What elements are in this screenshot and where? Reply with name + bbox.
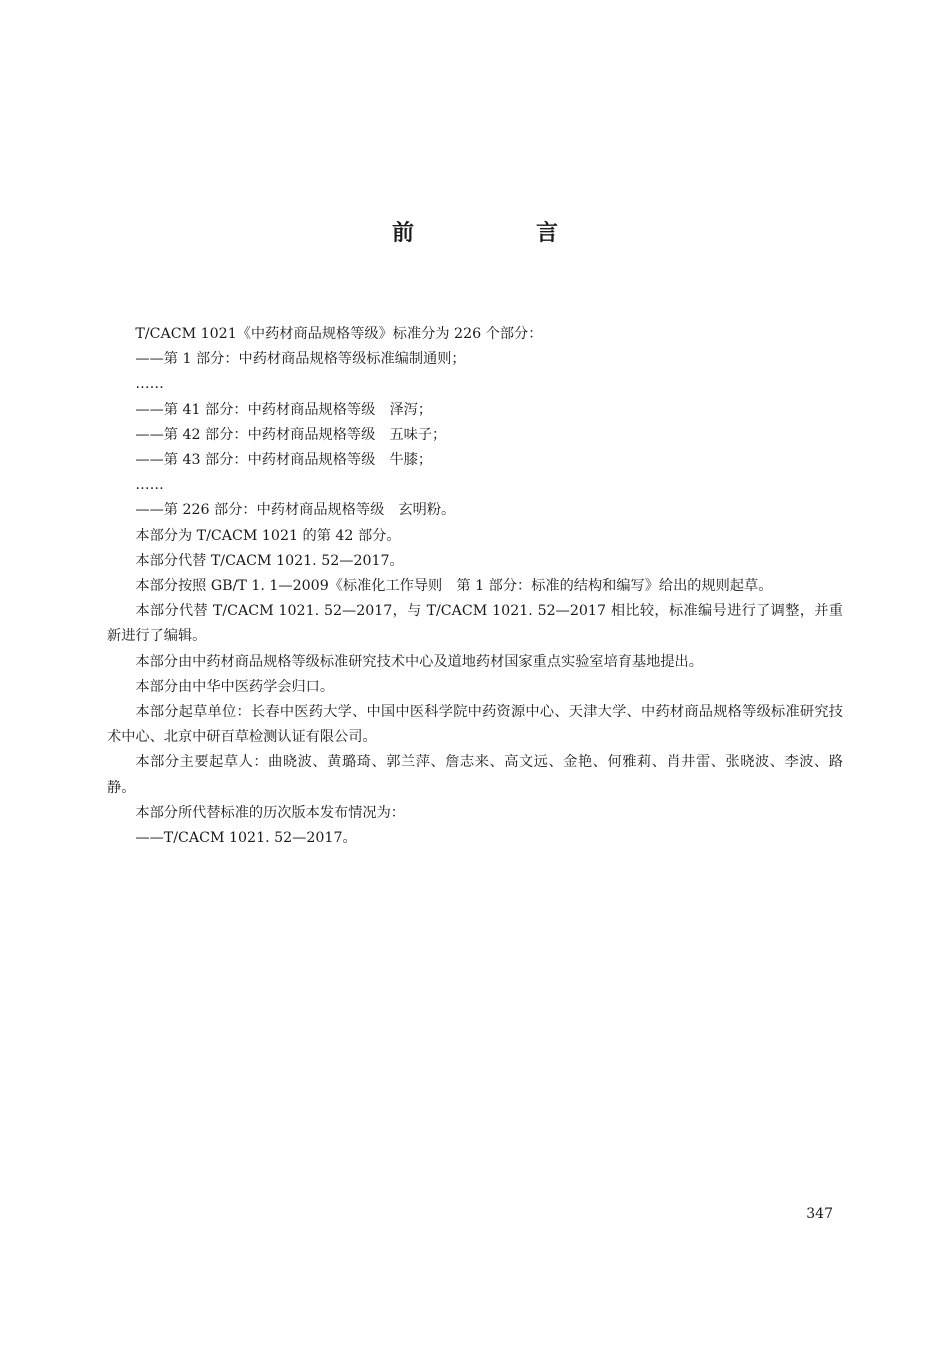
- paragraph-part-number: 本部分为 T/CACM 1021 的第 42 部分。: [135, 527, 401, 544]
- paragraph-drafting-units: 本部分起草单位：长春中医药大学、中国中医科学院中药资源中心、天津大学、中药材商品规格等级标准研究技术中心、北京中研百草检测认证有限公司。: [107, 704, 843, 746]
- list-item-part-43: ——第 43 部分：中药材商品规格等级 牛膝；: [135, 452, 433, 469]
- paragraph-centralized-by: 本部分由中华中医药学会归口。: [135, 678, 335, 695]
- list-item-part-226: ——第 226 部分：中药材商品规格等级 玄明粉。: [135, 502, 456, 519]
- paragraph-replaces: 本部分代替 T/CACM 1021. 52—2017。: [135, 552, 404, 569]
- page-number: 347: [806, 1206, 833, 1222]
- list-item-history: ——T/CACM 1021. 52—2017。: [135, 830, 357, 847]
- ellipsis-2: ……: [135, 477, 164, 494]
- paragraph-drafting-rules: 本部分按照 GB/T 1. 1—2009《标准化工作导则 第 1 部分：标准的结构和编写》给出的规则起草。: [135, 578, 773, 595]
- paragraph-proposed-by: 本部分由中药材商品规格等级标准研究技术中心及道地药材国家重点实验室培育基地提出。: [135, 653, 703, 670]
- paragraph-history-intro: 本部分所代替标准的历次版本发布情况为：: [135, 804, 405, 821]
- paragraph-changes: 本部分代替 T/CACM 1021. 52—2017，与 T/CACM 1021. 52—2017 相比较，标准编号进行了调整，并重新进行了编辑。: [107, 603, 843, 645]
- page-title: 前 言: [391, 221, 608, 246]
- foreword-body: [107, 322, 843, 851]
- list-item-part-42: ——第 42 部分：中药材商品规格等级 五味子；: [135, 426, 447, 443]
- paragraph-drafters: 本部分主要起草人：曲晓波、黄璐琦、郭兰萍、詹志来、高文远、金艳、何雅莉、肖井雷、张晓波、李波、路静。: [107, 754, 843, 796]
- list-item-part-41: ——第 41 部分：中药材商品规格等级 泽泻；: [135, 401, 433, 418]
- ellipsis-1: ……: [135, 376, 164, 393]
- list-item-part-1: ——第 1 部分：中药材商品规格等级标准编制通则；: [135, 351, 466, 368]
- paragraph-intro: T/CACM 1021《中药材商品规格等级》标准分为 226 个部分：: [135, 326, 543, 342]
